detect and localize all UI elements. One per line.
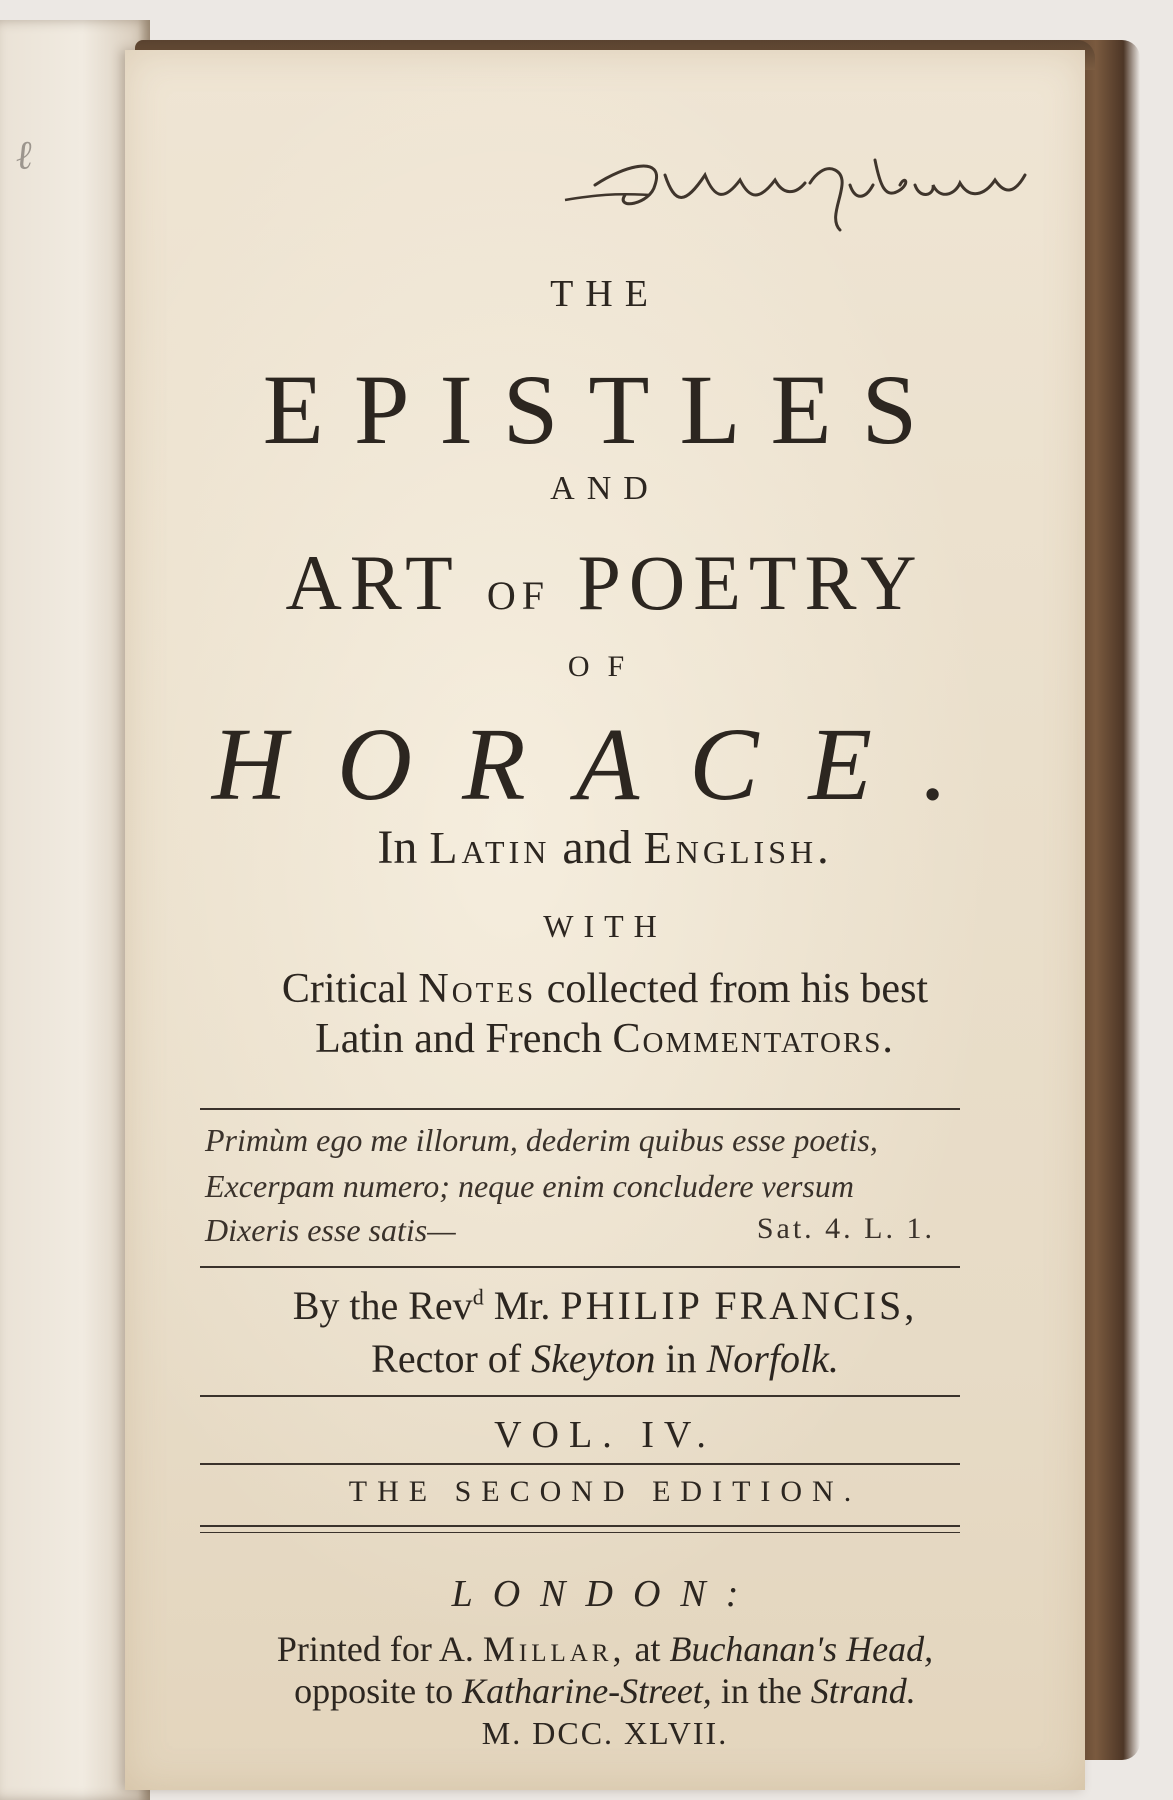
title-epistles: EPISTLES (262, 354, 948, 465)
rule-below-motto (200, 1266, 960, 1268)
title-art: ART (285, 539, 460, 626)
imprint-place: LONDON: (451, 1573, 759, 1615)
imprint-date: M. DCC. XLVII. (481, 1715, 729, 1751)
by-prefix: By the Rev (292, 1283, 473, 1328)
rector-line (125, 1335, 1085, 1382)
imprint-address (125, 1670, 1085, 1712)
printed-for: Printed for A. (276, 1629, 474, 1669)
word-at: at (634, 1629, 661, 1669)
title-horace: HORACE. (211, 707, 999, 822)
word-commentators: Commentators. (612, 1016, 895, 1062)
rector-prefix: Rector of (371, 1336, 522, 1381)
motto-line-3-text: Dixeris esse satis— (205, 1212, 456, 1248)
handwritten-signature (555, 145, 1035, 235)
place-skeyton: Skeyton (531, 1336, 656, 1381)
title-languages (125, 820, 1085, 875)
subtitle-commentators (125, 1015, 1085, 1063)
title-page (125, 50, 1085, 1790)
in-the: in the (720, 1671, 802, 1711)
word-in: In (377, 821, 418, 874)
word-critical: Critical (281, 966, 408, 1012)
street-katharine: Katharine-Street, (462, 1671, 712, 1711)
by-mr: Mr. (493, 1283, 551, 1328)
motto-line-1: Primùm ego me illorum, dederim quibus esse poetis, (205, 1122, 878, 1158)
motto-line-3 (205, 1212, 955, 1249)
words-collected: collected from his best (546, 966, 929, 1012)
author-line (125, 1282, 1085, 1329)
rule-above-motto (200, 1108, 960, 1110)
volume-number: VOL. IV. (494, 1414, 716, 1456)
word-notes: Notes (418, 966, 537, 1012)
place-norfolk: Norfolk. (706, 1336, 839, 1381)
printer-millar: Millar, (482, 1629, 626, 1669)
title-with: WITH (543, 908, 667, 944)
imprint-printer (125, 1628, 1085, 1670)
title-poetry: POETRY (577, 539, 925, 626)
title-of: OF (567, 650, 643, 683)
word-latin: Latin (429, 822, 551, 873)
rule-above-volume (200, 1395, 960, 1397)
rule-above-edition (200, 1463, 960, 1465)
by-superscript: d (472, 1284, 484, 1310)
facing-page-ink-mark: ℓ (13, 131, 44, 179)
double-rule-below-edition (200, 1525, 960, 1533)
word-english: English. (643, 822, 833, 873)
motto-line-2: Excerpam numero; neque enim concludere versum (205, 1168, 854, 1204)
street-strand: Strand. (810, 1671, 916, 1711)
title-art-of-poetry (125, 538, 1085, 628)
word-and: and (562, 821, 632, 874)
motto-reference: Sat. 4. L. 1. (756, 1212, 935, 1245)
word-in-2: in (665, 1336, 697, 1381)
title-of-small: OF (486, 573, 550, 618)
author-name: PHILIP FRANCIS, (560, 1283, 918, 1328)
opposite-to: opposite to (294, 1671, 454, 1711)
title-the: THE (550, 273, 660, 315)
subtitle-critical-notes (125, 965, 1085, 1013)
sign-buchanans-head: Buchanan's Head, (669, 1629, 934, 1669)
edition-statement: THE SECOND EDITION. (348, 1475, 862, 1508)
words-latin-french: Latin and French (315, 1016, 602, 1062)
title-and: AND (550, 470, 660, 507)
